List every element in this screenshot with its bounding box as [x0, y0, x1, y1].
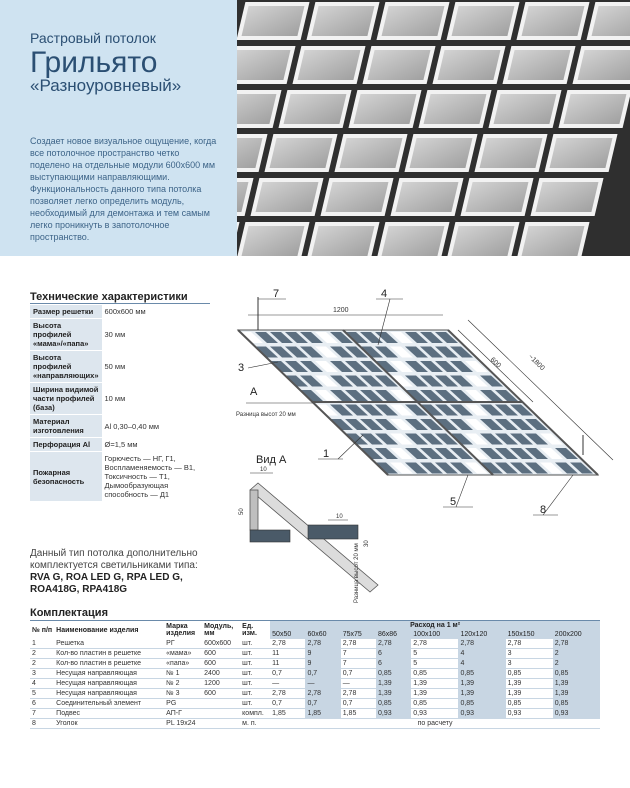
kit-title: Комплектация	[30, 607, 108, 619]
cell-value: 0,93	[413, 710, 427, 717]
ceiling-photo	[237, 0, 630, 256]
size-header: 100x100	[411, 630, 458, 639]
cell-value: 0,7	[342, 670, 353, 677]
size-header: 50x50	[270, 630, 305, 639]
compat-text: Данный тип потолка дополнительно комплектуется светильниками типа:	[30, 548, 198, 571]
cell-module: 600x600	[204, 640, 232, 647]
cell-value: 1,39	[413, 680, 427, 687]
spec-label: Высота профилей «направляющих»	[30, 351, 102, 383]
table-row	[30, 679, 600, 689]
cell-unit: шт.	[242, 640, 253, 647]
cell-value: 9	[305, 649, 340, 659]
cell-value: 11	[272, 660, 280, 667]
spec-value: Al 0,30–0,40 мм	[102, 415, 211, 438]
cell-name: Несущая направляющая	[56, 690, 137, 697]
col-unit: Ед. изм.	[242, 623, 257, 637]
ceiling-cell	[281, 92, 349, 126]
ceiling-cell	[589, 4, 630, 38]
specs-title: Технические характеристики	[30, 291, 188, 303]
cell-module: 600	[204, 660, 216, 667]
spec-row	[30, 415, 210, 438]
ceiling-cell	[253, 180, 321, 214]
cell-value: 2,78	[413, 640, 427, 647]
callout-5: 5	[450, 496, 457, 508]
cell-value: 4	[458, 659, 505, 669]
callout-3: 3	[238, 362, 245, 374]
ceiling-cell	[519, 224, 587, 256]
cell-value: 0,85	[458, 699, 505, 709]
spec-value: Ø=1,5 мм	[102, 438, 211, 452]
cell-mark: РГ	[166, 640, 175, 647]
cell-module: 600	[204, 650, 216, 657]
cell-name: Кол-во пластин в решетке	[56, 660, 142, 667]
cell-value: 0,85	[376, 699, 411, 709]
cell-value: 6	[376, 649, 411, 659]
ceiling-diagram	[228, 285, 618, 610]
cell-value: 2,78	[458, 639, 505, 649]
cell-value: 1,39	[507, 690, 522, 697]
cell-value: 3	[507, 660, 512, 667]
ceiling-cell	[463, 180, 531, 214]
ceiling-cell	[239, 4, 307, 38]
cell-value: 1,39	[413, 690, 427, 697]
spec-value: 30 мм	[102, 319, 211, 351]
table-row	[30, 649, 600, 659]
cell-value: 1,85	[305, 709, 340, 719]
cell-name: Несущая направляющая	[56, 680, 137, 687]
cell-value: 4	[458, 649, 505, 659]
spec-label: Материал изготовления	[30, 415, 102, 438]
specs-table	[30, 305, 210, 502]
cell-value: 6	[376, 659, 411, 669]
table-row	[30, 689, 600, 699]
table-row	[30, 709, 600, 719]
ceiling-cell	[237, 92, 279, 126]
cell-n: 5	[32, 690, 36, 697]
cell-value: 2,78	[272, 690, 286, 697]
col-name: Наименование изделия	[56, 626, 139, 634]
cell-n: 2	[32, 650, 36, 657]
ceiling-cell	[407, 136, 475, 170]
dim-50: 50	[239, 508, 245, 515]
ceiling-cell	[267, 136, 335, 170]
cell-value: 2,78	[305, 639, 340, 649]
cell-name: Решетка	[56, 640, 85, 647]
ceiling-cell	[309, 4, 377, 38]
cell-name: Подвес	[56, 710, 81, 717]
page-subtitle: Растровый потолок	[30, 30, 156, 46]
cell-module: 600	[204, 690, 216, 697]
cell-value: 0,7	[305, 699, 340, 709]
spec-row	[30, 319, 210, 351]
cell-value: 1,39	[553, 679, 600, 689]
cell-value: 5	[413, 650, 418, 657]
cell-value: 5	[413, 660, 418, 667]
cell-unit: шт.	[242, 690, 253, 697]
cell-value: 0,85	[507, 670, 522, 677]
specs-rule	[30, 303, 210, 304]
ceiling-photo-image	[237, 0, 630, 256]
cell-value: 0,85	[376, 669, 411, 679]
cell-n: 7	[32, 710, 36, 717]
cell-value: 2,78	[305, 689, 340, 699]
spec-value: 50 мм	[102, 351, 211, 383]
cell-value: 0,85	[553, 669, 600, 679]
cell-value: 0,85	[507, 700, 522, 707]
cell-value: 11	[272, 650, 280, 657]
cell-value: 1,39	[376, 689, 411, 699]
cell-value: 1,85	[272, 710, 286, 717]
cell-value: 9	[305, 659, 340, 669]
ceiling-cell	[449, 4, 517, 38]
size-header: 200x200	[553, 630, 600, 639]
cell-mark: PL 19x24	[166, 720, 196, 727]
cell-mark: № 3	[166, 690, 180, 697]
cell-n: 6	[32, 700, 36, 707]
cell-module	[202, 719, 240, 729]
cell-value: 0,93	[376, 709, 411, 719]
cell-value: 3	[507, 650, 512, 657]
cell-value: —	[342, 680, 350, 687]
cell-value: 0,7	[305, 669, 340, 679]
table-row	[30, 719, 600, 729]
dim-600: 600	[488, 356, 502, 370]
cell-value: 2	[553, 659, 600, 669]
cell-n: 8	[32, 720, 36, 727]
cell-mark: «мама»	[166, 650, 192, 657]
cell-module	[202, 699, 240, 709]
ceiling-cell	[561, 92, 629, 126]
cell-value: —	[305, 679, 340, 689]
ceiling-cell	[323, 180, 391, 214]
cell-n: 4	[32, 680, 36, 687]
cell-value: 2	[553, 649, 600, 659]
table-row	[30, 639, 600, 649]
cell-value: 1,85	[342, 710, 357, 717]
cell-name: Уголок	[56, 720, 78, 727]
cell-mark: № 1	[166, 670, 180, 677]
callout-8: 8	[540, 504, 547, 516]
spec-row	[30, 351, 210, 383]
cell-value: 2,78	[342, 640, 357, 647]
ceiling-cell	[547, 136, 615, 170]
cell-value: 2,78	[272, 640, 286, 647]
cell-mark: «папа»	[166, 660, 190, 667]
grid-panel	[238, 330, 598, 475]
cell-value: 1,39	[507, 680, 522, 687]
spec-label: Ширина видимой части профилей (база)	[30, 383, 102, 415]
cell-n: 3	[32, 670, 36, 677]
cell-unit: шт.	[242, 650, 253, 657]
cell-value: 0,85	[413, 670, 427, 677]
cell-unit: шт.	[242, 660, 253, 667]
size-header: 86x86	[376, 630, 411, 639]
cell-name: Соединительный элемент	[56, 700, 142, 707]
compat-models-1: RVA G, ROA LED G, RPA LED G,	[30, 572, 183, 583]
dim-30: 30	[364, 540, 370, 547]
cell-name: Кол-во пластин в решетке	[56, 650, 142, 657]
cell-name: Несущая направляющая	[56, 670, 137, 677]
table-row	[30, 699, 600, 709]
spec-label: Размер решетки	[30, 305, 102, 319]
ceiling-cell	[519, 4, 587, 38]
cell-value: 1,39	[458, 679, 505, 689]
ceiling-cell	[295, 48, 363, 82]
cell-mark: № 2	[166, 680, 180, 687]
cell-module: 1200	[204, 680, 220, 687]
dim-10b: 10	[336, 514, 343, 520]
size-header: 75x75	[341, 630, 376, 639]
spec-value: 600x600 мм	[102, 305, 211, 319]
cell-unit: шт.	[242, 670, 253, 677]
cell-unit: шт.	[242, 680, 253, 687]
page-title: Грильято	[30, 46, 158, 79]
ceiling-cell	[421, 92, 489, 126]
callout-7: 7	[273, 288, 280, 300]
ceiling-cell	[239, 224, 307, 256]
dim-1200: 1200	[333, 307, 349, 314]
cell-value: 0,7	[342, 700, 353, 707]
spec-row	[30, 452, 210, 502]
ceiling-cell	[337, 136, 405, 170]
dim-1800: ~1800	[526, 353, 546, 373]
col-module: Модуль, мм	[204, 623, 234, 637]
spec-label: Перфорация Al	[30, 438, 102, 452]
cell-unit: шт.	[242, 700, 253, 707]
cell-value: 7	[342, 650, 347, 657]
product-description: Создает новое визуальное ощущение, когда все потолочное пространство четко поделено на отдельные модули 600x600 мм выступающими направляющими. Функциональность данного типа потолка позволяет легко определить модуль, необходимый для демонтажа и тем самым легко проникнуть в запотолочное пространство.	[30, 136, 217, 242]
ceiling-cell	[505, 48, 573, 82]
ceiling-cell	[393, 180, 461, 214]
col-num: № п/п	[32, 626, 53, 634]
table-row	[30, 659, 600, 669]
compat-models-2: ROA418G, RPA418G	[30, 584, 128, 595]
cell-value: 0,85	[458, 669, 505, 679]
callout-a: A	[250, 386, 258, 398]
cell-value: 2,78	[376, 639, 411, 649]
cell-n: 2	[32, 660, 36, 667]
cell-value: 0,85	[413, 700, 427, 707]
cell-value: —	[272, 680, 280, 687]
cell-value: 1,39	[376, 679, 411, 689]
spec-row	[30, 438, 210, 452]
cell-value: 1,39	[553, 689, 600, 699]
ceiling-cell	[379, 224, 447, 256]
cell-value: 0,7	[272, 700, 282, 707]
cell-value: 2,78	[507, 640, 522, 647]
cell-value: 2,78	[553, 639, 600, 649]
compat-block	[30, 548, 250, 596]
cell-module: 2400	[204, 670, 220, 677]
cell-value: 0,7	[272, 670, 282, 677]
spec-label: Пожарная безопасность	[30, 452, 102, 502]
ceiling-cell	[533, 180, 601, 214]
cell-mark: PG	[166, 700, 177, 707]
col-mark: Марка изделия	[166, 623, 196, 637]
profile-section	[239, 467, 378, 603]
cell-n: 1	[32, 640, 36, 647]
spec-label: Высота профилей «мама»/«папа»	[30, 319, 102, 351]
view-a-label: Вид А	[256, 454, 287, 466]
cell-value: 1,39	[458, 689, 505, 699]
ceiling-cell	[351, 92, 419, 126]
cell-note: по расчету	[417, 720, 453, 727]
ceiling-cell	[309, 224, 377, 256]
cell-value: 0,93	[458, 709, 505, 719]
cell-mark: АП-Г	[166, 710, 182, 717]
spec-row	[30, 383, 210, 415]
cell-value: 0,93	[507, 710, 522, 717]
size-header: 60x60	[305, 630, 340, 639]
spec-value: Горючесть — НГ, Г1, Воспламеняемость — В1, Токсичность — Т1, Дымообразующая способность — Д1	[102, 452, 211, 502]
spec-row	[30, 305, 210, 319]
size-header: 120x120	[458, 630, 505, 639]
ceiling-cell	[435, 48, 503, 82]
dim-10a: 10	[260, 467, 267, 473]
table-row	[30, 669, 600, 679]
callout-4: 4	[381, 288, 388, 300]
product-variant: «Разноуровневый»	[30, 76, 182, 95]
callout-1: 1	[323, 448, 330, 460]
diff-label: Разница высот 20 мм	[236, 412, 296, 418]
cell-unit: м. п.	[242, 720, 257, 727]
cell-value: 2,78	[342, 690, 357, 697]
ceiling-cell	[575, 48, 630, 82]
ceiling-cell	[237, 48, 293, 82]
ceiling-cell	[365, 48, 433, 82]
ceiling-cell	[379, 4, 447, 38]
cell-value: 7	[342, 660, 347, 667]
ceiling-cell	[477, 136, 545, 170]
spec-value: 10 мм	[102, 383, 211, 415]
col-consumption: Расход на 1 м²	[270, 621, 600, 630]
kit-table	[30, 621, 600, 729]
diff-label-2: Разница высот 20 мм	[354, 543, 360, 603]
cell-unit: компл.	[242, 710, 264, 717]
ceiling-cell	[491, 92, 559, 126]
size-header: 150x150	[506, 630, 553, 639]
ceiling-cell	[449, 224, 517, 256]
cell-module	[202, 709, 240, 719]
cell-value: 0,85	[553, 699, 600, 709]
cell-value: 0,93	[553, 709, 600, 719]
